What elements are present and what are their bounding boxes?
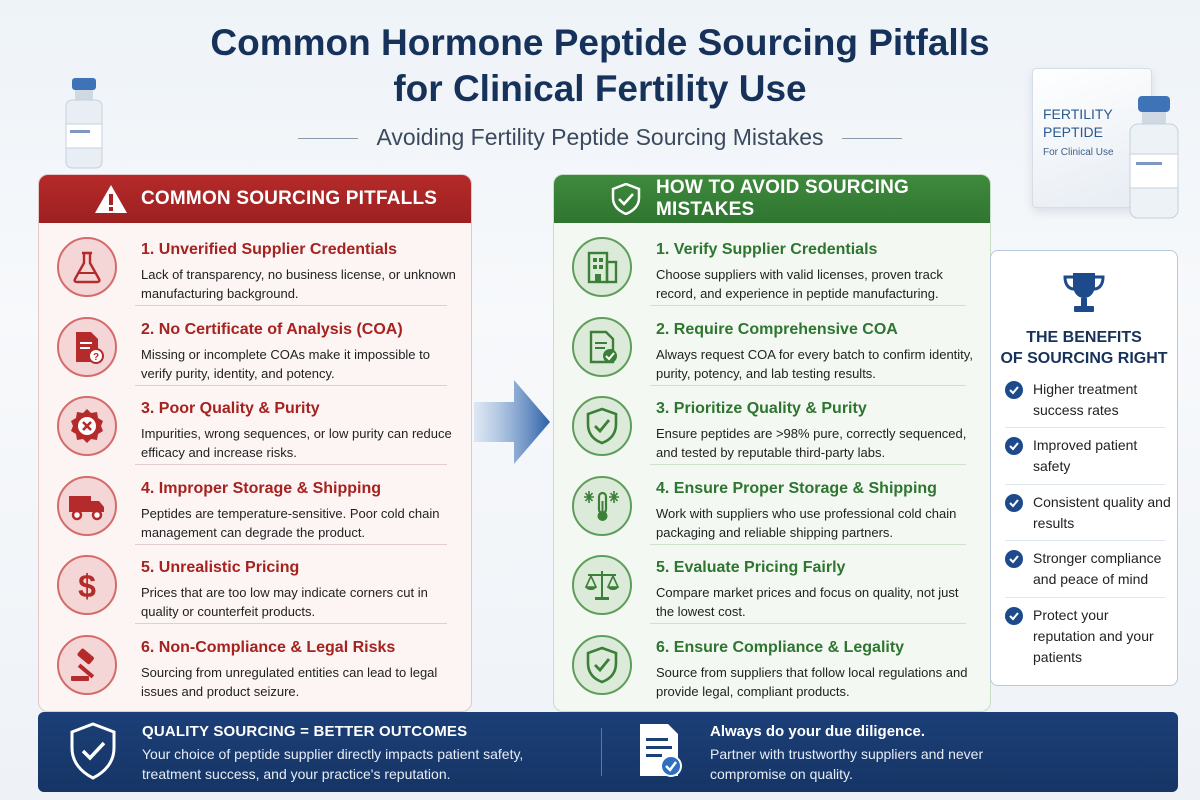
list-item (554, 625, 990, 704)
item-description: Compare market prices and focus on quality, not just the lowest cost. (656, 585, 959, 619)
list-item (554, 307, 990, 386)
badge-x-icon (57, 396, 117, 456)
benefit-divider (1005, 540, 1165, 541)
page-title-line1: Common Hormone Peptide Sourcing Pitfalls (210, 22, 990, 63)
solutions-panel (553, 174, 991, 712)
benefits-panel (990, 250, 1178, 686)
benefit-text: Higher treatment success rates (1033, 381, 1138, 418)
footer-right-title: Always do your due diligence. (710, 723, 926, 740)
product-box-line2: PEPTIDE (1043, 124, 1103, 140)
solutions-heading: HOW TO AVOID SOURCING MISTAKES (656, 177, 909, 220)
pitfalls-panel (38, 174, 472, 712)
list-item (39, 466, 471, 545)
item-description: Missing or incomplete COAs make it impossible to verify purity, identity, and potency. (141, 346, 430, 381)
document-question-icon (57, 317, 117, 377)
benefit-divider (1005, 484, 1165, 485)
footer-left-title: QUALITY SOURCING = BETTER OUTCOMES (142, 723, 468, 740)
product-box-line1: FERTILITY (1043, 106, 1113, 122)
list-item (554, 227, 990, 306)
item-description: Sourcing from unregulated entities can lead to legal issues and product seizure. (141, 664, 438, 699)
item-description: Source from suppliers that follow local regulations and provide legal, compliant products. (656, 664, 968, 699)
thermometer-snowflake-icon (572, 476, 632, 536)
check-circle-icon (1005, 607, 1023, 625)
benefit-divider (1005, 597, 1165, 598)
item-title: 2. No Certificate of Analysis (COA) (141, 320, 403, 338)
benefits-title (991, 327, 1177, 369)
check-circle-icon (1005, 437, 1023, 455)
list-item (554, 386, 990, 465)
list-item (554, 466, 990, 545)
arrow-right-icon (474, 380, 550, 464)
item-title: 4. Improper Storage & Shipping (141, 479, 382, 497)
check-circle-icon (1005, 550, 1023, 568)
list-item (39, 386, 471, 465)
document-check-icon (636, 722, 684, 780)
pitfalls-heading: COMMON SOURCING PITFALLS (141, 188, 438, 209)
gavel-icon (57, 635, 117, 695)
benefit-text: Protect your reputation and your patients (1033, 607, 1154, 665)
item-description: Ensure peptides are >98% pure, correctly sequenced, and tested by reputable third-party labs. (656, 426, 967, 460)
item-description: Choose suppliers with valid licenses, proven track record, and experience in peptide manufacturing. (656, 267, 943, 301)
list-item (554, 545, 990, 624)
pitfalls-header (39, 175, 471, 223)
list-item (39, 545, 471, 624)
benefit-text: Consistent quality and results (1033, 494, 1171, 531)
footer-divider (601, 728, 602, 776)
page-title-line2: for Clinical Fertility Use (393, 68, 807, 109)
scale-icon (572, 555, 632, 615)
item-title: 4. Ensure Proper Storage & Shipping (656, 479, 937, 497)
item-title: 2. Require Comprehensive COA (656, 320, 898, 338)
svg-text:?: ? (92, 351, 100, 363)
item-description: Impurities, wrong sequences, or low purity can reduce efficacy and increase risks. (141, 426, 452, 460)
item-title: 6. Non-Compliance & Legal Risks (141, 638, 396, 656)
truck-icon (57, 476, 117, 536)
shield-check-icon (572, 396, 632, 456)
benefit-divider (1005, 427, 1165, 428)
warning-icon (93, 183, 129, 215)
item-title: 1. Verify Supplier Credentials (656, 241, 878, 258)
vial-decoration-icon (1126, 96, 1182, 220)
check-circle-icon (1005, 494, 1023, 512)
page-title (0, 20, 1200, 112)
building-icon (572, 237, 632, 297)
item-description: Peptides are temperature-sensitive. Poor cold chain management can degrade the product. (141, 505, 440, 540)
benefits-title-line2: OF SOURCING RIGHT (1000, 350, 1168, 367)
trophy-icon (1061, 271, 1107, 315)
list-item (39, 625, 471, 704)
shield-check-icon (572, 635, 632, 695)
check-circle-icon (1005, 381, 1023, 399)
dollar-icon (57, 555, 117, 615)
item-title: 5. Unrealistic Pricing (141, 559, 300, 576)
page-subtitle: Avoiding Fertility Peptide Sourcing Mistakes (358, 124, 841, 151)
product-box-sub: For Clinical Use (1043, 147, 1114, 158)
list-item (39, 307, 471, 386)
item-title: 3. Prioritize Quality & Purity (656, 400, 867, 417)
item-title: 1. Unverified Supplier Credentials (141, 241, 398, 258)
item-title: 6. Ensure Compliance & Legality (656, 638, 905, 656)
svg-text:$: $ (78, 568, 96, 603)
solutions-header (554, 175, 990, 223)
item-description: Prices that are too low may indicate corners cut in quality or counterfeit products. (141, 585, 428, 619)
item-description: Lack of transparency, no business license, or unknown manufacturing background. (141, 267, 456, 301)
shield-check-icon (608, 183, 644, 215)
document-check-icon (572, 317, 632, 377)
flask-icon (57, 237, 117, 297)
item-description: Always request COA for every batch to confirm identity, purity, potency, and lab testing results. (656, 346, 973, 381)
item-title: 3. Poor Quality & Purity (141, 400, 320, 417)
footer-right-desc: Partner with trustworthy suppliers and never compromise on quality. (710, 746, 984, 782)
shield-check-icon (68, 722, 118, 780)
benefit-text: Improved patient safety (1033, 437, 1138, 474)
subtitle-wrap (0, 124, 1200, 151)
benefit-text: Stronger compliance and peace of mind (1033, 550, 1162, 587)
footer-banner (38, 712, 1178, 792)
item-description: Work with suppliers who use professional cold chain packaging and reliable shipping partners. (656, 505, 957, 540)
benefits-title-line1: THE BENEFITS (1026, 329, 1142, 346)
list-item (39, 227, 471, 306)
item-title: 5. Evaluate Pricing Fairly (656, 559, 846, 576)
footer-left-desc: Your choice of peptide supplier directly impacts patient safety, treatment success, and your practice's reputation. (142, 746, 524, 782)
